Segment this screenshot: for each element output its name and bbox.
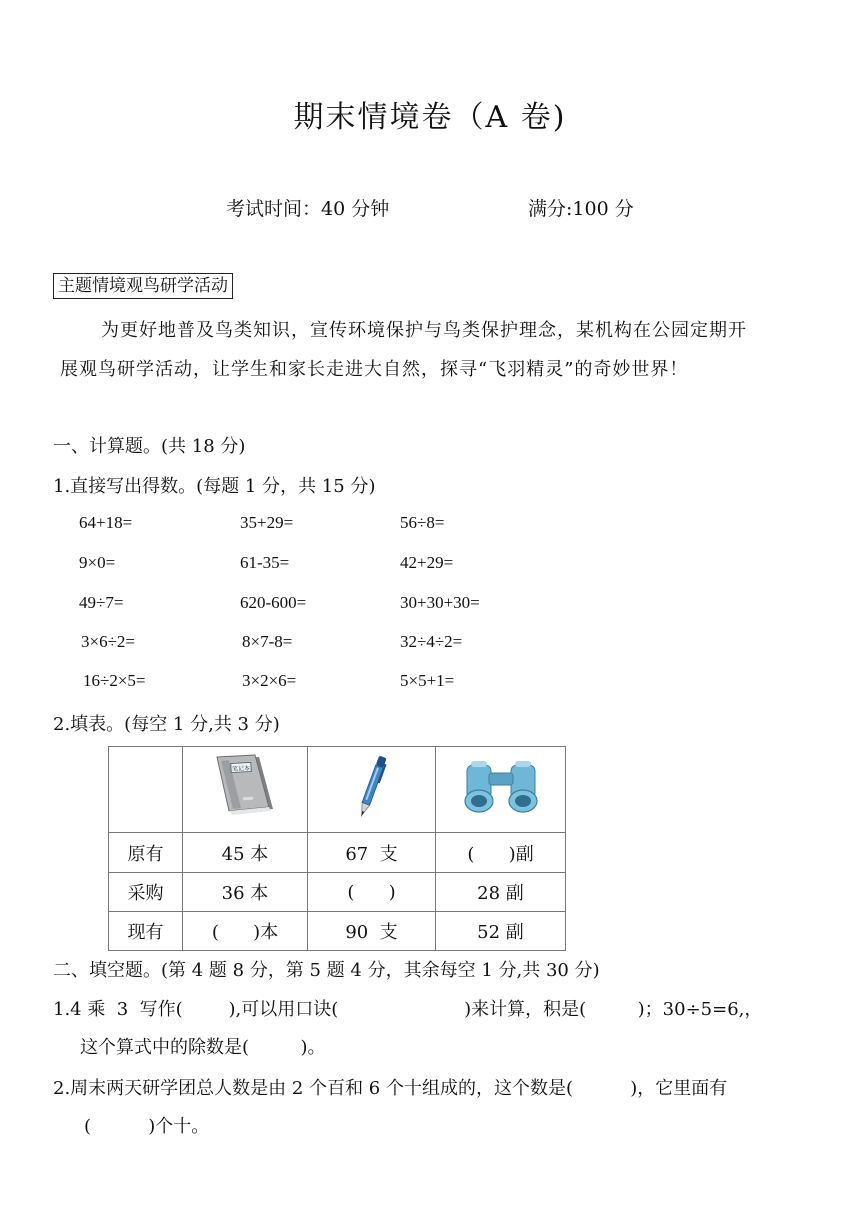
table-cell: 52 副 — [436, 912, 566, 951]
calc-item: 3×2×6= — [242, 671, 297, 690]
answer-blank[interactable]: ( ) — [308, 873, 436, 912]
theme-paragraph-line1: 为更好地普及鸟类知识，宣传环境保护与鸟类保护理念，某机构在公园定期开 — [101, 320, 747, 341]
notebook-icon — [207, 753, 283, 821]
notebook-cell — [183, 747, 308, 833]
calc-item: 61-35= — [240, 553, 290, 572]
theme-label: 主题情境观鸟研学活动 — [53, 273, 233, 299]
calc-item: 620-600= — [240, 593, 307, 612]
calc-item: 64+18= — [79, 513, 133, 532]
pen-cell — [308, 747, 436, 833]
answer-blank[interactable]: ( )本 — [183, 912, 308, 951]
row-label: 采购 — [109, 873, 183, 912]
calc-item: 42+29= — [400, 553, 454, 572]
calc-item: 8×7-8= — [242, 632, 293, 651]
page-title: 期末情境卷（A 卷) — [293, 100, 567, 135]
exam-time: 考试时间：40 分钟 — [226, 198, 390, 220]
table-corner-cell — [109, 747, 183, 833]
section2-heading: 二、填空题。(第 4 题 8 分，第 5 题 4 分，其余每空 1 分,共 30 分) — [53, 960, 600, 981]
calc-item: 56÷8= — [400, 513, 445, 532]
table-cell: 45 本 — [183, 833, 308, 873]
section2-q1-line1: 1.4 乘 3 写作( ),可以用口诀( )来计算，积是( )；30÷5=6,， — [53, 999, 763, 1020]
calc-item: 16÷2×5= — [83, 671, 146, 690]
calc-item: 35+29= — [240, 513, 294, 532]
full-score: 满分:100 分 — [528, 198, 634, 220]
section2-q2-line2: ( )个十。 — [84, 1116, 210, 1137]
theme-paragraph-line2: 展观鸟研学活动，让学生和家长走进大自然，探寻“飞羽精灵”的奇妙世界！ — [60, 359, 689, 380]
calc-item: 3×6÷2= — [81, 632, 136, 651]
calc-item: 9×0= — [79, 553, 116, 572]
calc-item: 5×5+1= — [400, 671, 455, 690]
row-label: 原有 — [109, 833, 183, 873]
section1-heading: 一、计算题。(共 18 分) — [53, 436, 246, 457]
section2-q1-line2: 这个算式中的除数是( )。 — [80, 1037, 326, 1058]
notebook-cover-text: 笔记本 — [231, 765, 251, 773]
section2-q2-line1: 2.周末两天研学团总人数是由 2 个百和 6 个十组成的，这个数是( )，它里面有 — [53, 1078, 728, 1099]
calc-item: 30+30+30= — [400, 593, 480, 612]
table-cell: 28 副 — [436, 873, 566, 912]
question1-title: 1.直接写出得数。(每题 1 分，共 15 分) — [53, 476, 376, 497]
binoculars-cell — [436, 747, 566, 833]
table-cell: 67 支 — [308, 833, 436, 873]
pen-icon — [352, 751, 392, 823]
table-cell: 36 本 — [183, 873, 308, 912]
answer-blank[interactable]: ( )副 — [436, 833, 566, 873]
row-label: 现有 — [109, 912, 183, 951]
question2-title: 2.填表。(每空 1 分,共 3 分) — [53, 714, 280, 735]
calc-item: 49÷7= — [79, 593, 124, 612]
calc-item: 32÷4÷2= — [400, 632, 463, 651]
table-cell: 90 支 — [308, 912, 436, 951]
binoculars-icon — [459, 755, 543, 819]
fill-table — [108, 746, 566, 951]
